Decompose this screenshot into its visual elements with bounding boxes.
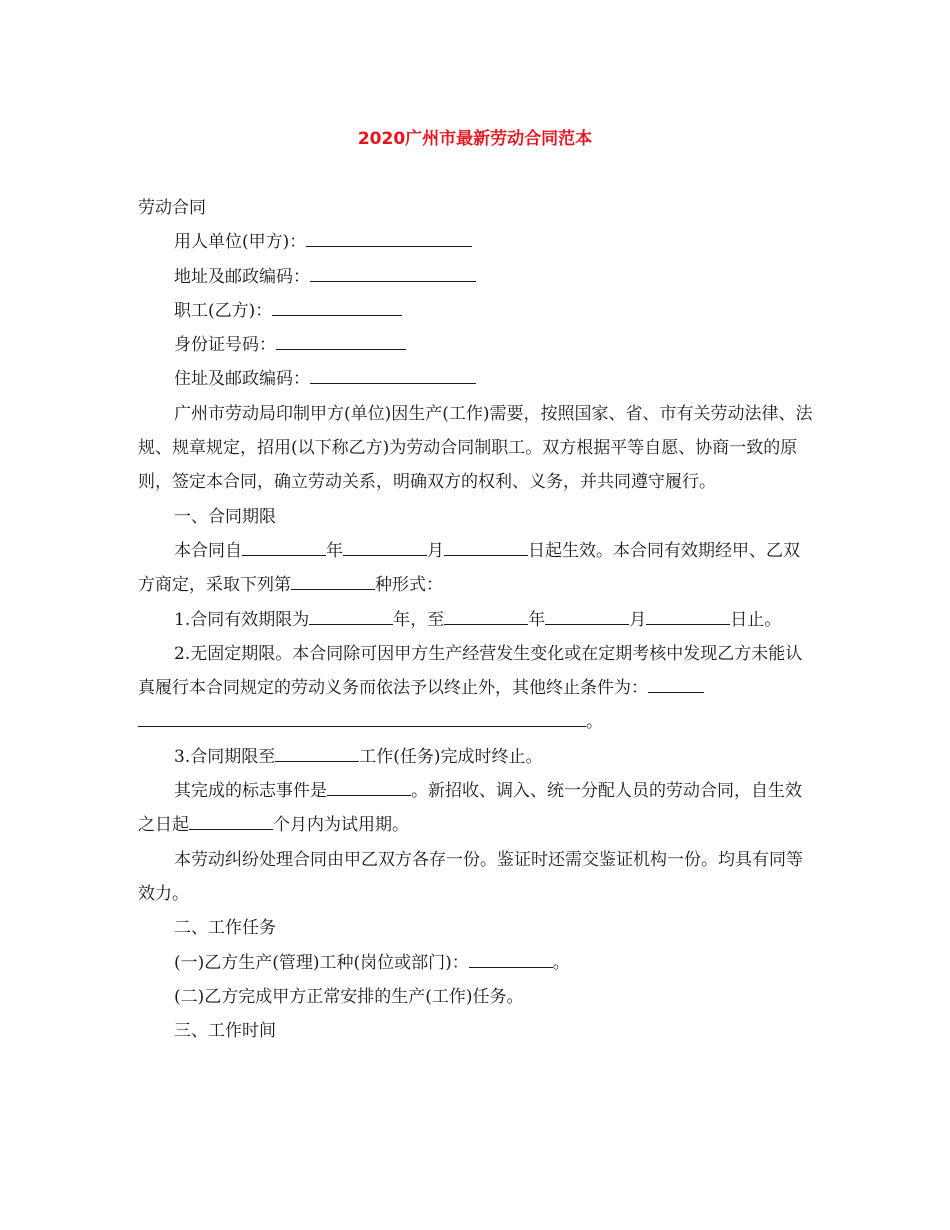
document-body (138, 191, 814, 1048)
employer-address-label: 地址及邮政编码： (174, 266, 310, 287)
section-3-heading: 三、工作时间 (174, 1021, 276, 1042)
text-fragment: 日起生效。本合同有效期经甲、乙双方商定，采取下列第 (138, 540, 800, 596)
document-title: 2020广州市最新劳动合同范本 (357, 129, 593, 149)
end-day-blank (646, 607, 730, 625)
termination-blank-a (648, 675, 704, 693)
employee-line (138, 294, 814, 328)
term-item-1 (138, 603, 814, 637)
day-blank (444, 538, 528, 556)
text-fragment: 本合同自 (174, 540, 242, 561)
section-1-heading: 一、合同期限 (174, 506, 276, 527)
text-fragment: 月 (629, 609, 647, 630)
text-fragment: 2.无固定期限。本合同除可因甲方生产经营发生变化或在定期考核中发现乙方未能认真履行本合同规定的劳动义务而依法予以终止外，其他终止条件为： (138, 643, 803, 699)
probation-paragraph (138, 774, 814, 843)
text-fragment: (一)乙方生产(管理)工种(岗位或部门)： (174, 952, 469, 973)
month-blank (343, 538, 427, 556)
text-fragment: 种形式： (375, 575, 443, 596)
employer-line (138, 225, 814, 259)
text-fragment: 月 (427, 540, 444, 561)
term-paragraph (138, 534, 814, 603)
text-fragment: 其完成的标志事件是 (174, 781, 327, 802)
task-blank (275, 744, 359, 762)
end-year-blank (444, 607, 528, 625)
job-type-blank (469, 950, 553, 968)
employee-blank (272, 298, 402, 316)
text-fragment: 1.合同有效期限为 (174, 609, 310, 630)
form-number-blank (291, 572, 375, 590)
text-fragment: 年，至 (393, 609, 445, 630)
text-fragment: 。新招收、调入、统一分配人员的劳动合同，自生效之日起 (138, 781, 802, 836)
term-item-2 (138, 637, 814, 706)
term-item-3 (138, 740, 814, 774)
work-item-1 (138, 946, 814, 980)
employee-address-blank (310, 366, 476, 384)
probation-months-blank (189, 812, 273, 830)
contract-heading: 劳动合同 (138, 198, 206, 218)
section-2-heading: 二、工作任务 (174, 918, 276, 939)
employer-label: 用人单位(甲方)： (174, 232, 307, 253)
text-fragment: 。 (552, 952, 570, 973)
id-number-label: 身份证号码： (174, 335, 276, 356)
employer-blank (306, 229, 472, 247)
text-fragment: 个月内为试用期。 (273, 815, 409, 836)
term-item-2-continued (138, 705, 814, 739)
id-number-blank (276, 332, 406, 350)
work-item-2: (二)乙方完成甲方正常安排的生产(工作)任务。 (174, 986, 524, 1007)
employee-address-label: 住址及邮政编码： (174, 369, 310, 390)
term-years-blank (309, 607, 393, 625)
year-blank (242, 538, 326, 556)
id-number-line (138, 328, 814, 362)
employee-label: 职工(乙方)： (174, 300, 273, 321)
text-fragment: 。 (586, 712, 603, 733)
text-fragment: 年 (528, 609, 546, 630)
text-fragment: 工作(任务)完成时终止。 (359, 746, 543, 767)
copies-paragraph: 本劳动纠纷处理合同由甲乙双方各存一份。鉴证时还需交鉴证机构一份。均具有同等效力。 (138, 849, 803, 904)
intro-paragraph: 广州市劳动局印制甲方(单位)因生产(工作)需要，按照国家、省、市有关劳动法律、法规、规章规定，招用(以下称乙方)为劳动合同制职工。双方根据平等自愿、协商一致的原则，签定本合同，确立劳动关系，明确双方的权利、义务，并共同遵守履行。 (138, 403, 813, 493)
employee-address-line (138, 362, 814, 396)
text-fragment: 3.合同期限至 (174, 746, 276, 767)
employer-address-blank (310, 264, 476, 282)
text-fragment: 年 (326, 540, 343, 561)
end-month-blank (545, 607, 629, 625)
employer-address-line (138, 260, 814, 294)
event-blank (327, 778, 411, 796)
termination-blank-b (138, 709, 586, 727)
text-fragment: 日止。 (730, 609, 782, 630)
